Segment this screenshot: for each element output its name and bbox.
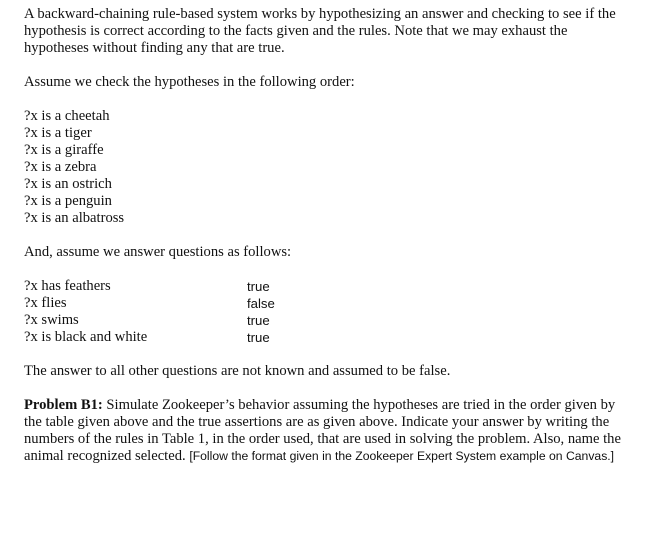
intro-paragraph bbox=[24, 6, 640, 57]
problem-label: Problem B1: bbox=[24, 397, 103, 413]
format-note: [Follow the format given in the Zookeeper Expert System example on Canvas.] bbox=[189, 449, 615, 463]
answer-question: ?x is black and white bbox=[24, 329, 148, 345]
answer-question: ?x has feathers bbox=[24, 278, 111, 294]
answer-question: ?x swims bbox=[24, 312, 79, 328]
answers-table bbox=[24, 278, 640, 346]
answer-value: true bbox=[247, 279, 270, 294]
answer-value: true bbox=[247, 313, 270, 328]
hypotheses-list bbox=[24, 108, 640, 227]
order-intro: Assume we check the hypotheses in the following order: bbox=[24, 74, 355, 90]
intro-line: A backward-chaining rule-based system works by hypothesizing an answer and checking to see if the bbox=[24, 6, 616, 22]
problem-line: Simulate Zookeeper’s behavior assuming the hypotheses are tried in the order given by bbox=[102, 397, 616, 413]
problem-line: numbers of the rules in Table 1, in the order used, that are used in solving the problem. Also, name the bbox=[24, 431, 621, 447]
hypothesis-item: ?x is an ostrich bbox=[24, 176, 112, 192]
answer-value: false bbox=[247, 296, 275, 311]
hypothesis-item: ?x is a giraffe bbox=[24, 142, 104, 158]
answer-value: true bbox=[247, 330, 270, 345]
hypothesis-item: ?x is an albatross bbox=[24, 210, 125, 226]
document-body bbox=[24, 6, 640, 465]
intro-line: hypotheses without finding any that are true. bbox=[24, 40, 285, 56]
answer-question: ?x flies bbox=[24, 295, 67, 311]
answer-row bbox=[24, 329, 640, 346]
hypothesis-item: ?x is a cheetah bbox=[24, 108, 110, 124]
answer-row bbox=[24, 278, 640, 295]
answer-row bbox=[24, 295, 640, 312]
hypothesis-item: ?x is a penguin bbox=[24, 193, 112, 209]
other-answers-note: The answer to all other questions are not known and assumed to be false. bbox=[24, 363, 451, 379]
hypothesis-item: ?x is a tiger bbox=[24, 125, 92, 141]
intro-line: hypothesis is correct according to the facts given and the rules. Note that we may exhaust the bbox=[24, 23, 568, 39]
problem-line: animal recognized selected. bbox=[24, 448, 190, 464]
problem-line: the table given above and the true assertions are as given above. Indicate your answer by writing the bbox=[24, 414, 610, 430]
hypothesis-item: ?x is a zebra bbox=[24, 159, 97, 175]
answer-row bbox=[24, 312, 640, 329]
answers-intro: And, assume we answer questions as follows: bbox=[24, 244, 292, 260]
problem-b1 bbox=[24, 397, 640, 465]
